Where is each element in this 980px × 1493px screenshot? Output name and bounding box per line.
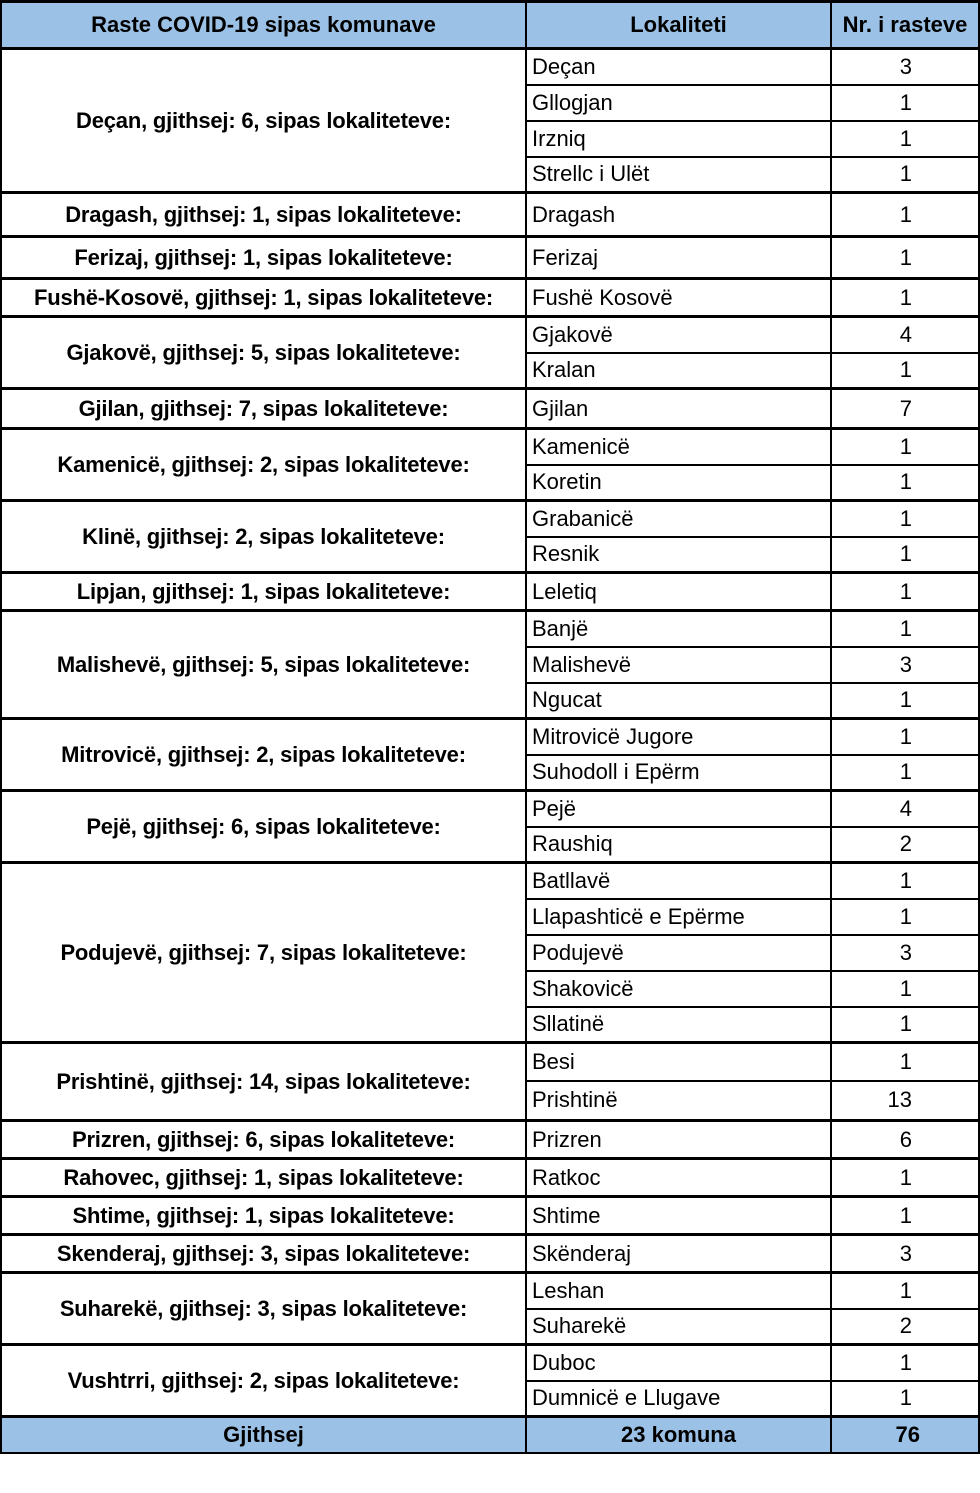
locality-cell: Dumnicë e Llugave	[526, 1381, 831, 1417]
locality-cell: Gjakovë	[526, 317, 831, 353]
locality-cell: Ngucat	[526, 683, 831, 719]
municipality-cell: Dragash, gjithsej: 1, sipas lokaliteteve:	[1, 193, 526, 237]
locality-cell: Leshan	[526, 1273, 831, 1309]
locality-cell: Sllatinë	[526, 1007, 831, 1043]
table-row	[1, 1043, 979, 1081]
cases-cell: 1	[831, 353, 979, 389]
cases-cell: 1	[831, 683, 979, 719]
locality-cell: Duboc	[526, 1345, 831, 1381]
cases-cell: 1	[831, 1043, 979, 1081]
locality-cell: Besi	[526, 1043, 831, 1081]
table-row	[1, 611, 979, 647]
locality-cell: Raushiq	[526, 827, 831, 863]
locality-cell: Leletiq	[526, 573, 831, 611]
locality-cell: Prizren	[526, 1121, 831, 1159]
municipality-cell: Gjakovë, gjithsej: 5, sipas lokaliteteve:	[1, 317, 526, 389]
locality-cell: Strellc i Ulët	[526, 157, 831, 193]
locality-cell: Fushë Kosovë	[526, 279, 831, 317]
table-row	[1, 279, 979, 317]
cases-cell: 4	[831, 791, 979, 827]
table-row	[1, 1159, 979, 1197]
municipality-cell: Suharekë, gjithsej: 3, sipas lokaliteteve:	[1, 1273, 526, 1345]
header-locality: Lokaliteti	[526, 2, 831, 49]
locality-cell: Kamenicë	[526, 429, 831, 465]
cases-cell: 1	[831, 611, 979, 647]
total-row	[1, 1417, 979, 1454]
municipality-cell: Rahovec, gjithsej: 1, sipas lokaliteteve:	[1, 1159, 526, 1197]
table-row	[1, 573, 979, 611]
locality-cell: Skënderaj	[526, 1235, 831, 1273]
municipality-cell: Kamenicë, gjithsej: 2, sipas lokaliteteve:	[1, 429, 526, 501]
cases-cell: 1	[831, 121, 979, 157]
table-row	[1, 1273, 979, 1309]
municipality-cell: Prizren, gjithsej: 6, sipas lokaliteteve:	[1, 1121, 526, 1159]
municipality-cell: Shtime, gjithsej: 1, sipas lokaliteteve:	[1, 1197, 526, 1235]
cases-cell: 1	[831, 1159, 979, 1197]
cases-cell: 1	[831, 971, 979, 1007]
municipality-cell: Mitrovicë, gjithsej: 2, sipas lokaliteteve:	[1, 719, 526, 791]
locality-cell: Irzniq	[526, 121, 831, 157]
table-row	[1, 863, 979, 899]
locality-cell: Gjilan	[526, 389, 831, 429]
locality-cell: Grabanicë	[526, 501, 831, 537]
table-body	[1, 49, 979, 1417]
cases-cell: 1	[831, 1345, 979, 1381]
municipality-cell: Podujevë, gjithsej: 7, sipas lokaliteteve:	[1, 863, 526, 1043]
cases-cell: 6	[831, 1121, 979, 1159]
municipality-cell: Ferizaj, gjithsej: 1, sipas lokaliteteve:	[1, 237, 526, 279]
cases-cell: 3	[831, 935, 979, 971]
table-row	[1, 429, 979, 465]
municipality-cell: Prishtinë, gjithsej: 14, sipas lokaliteteve:	[1, 1043, 526, 1121]
cases-cell: 4	[831, 317, 979, 353]
cases-cell: 3	[831, 1235, 979, 1273]
table-row	[1, 49, 979, 85]
cases-cell: 1	[831, 899, 979, 935]
municipality-cell: Deçan, gjithsej: 6, sipas lokaliteteve:	[1, 49, 526, 193]
cases-cell: 13	[831, 1081, 979, 1121]
total-label: Gjithsej	[1, 1417, 526, 1454]
cases-cell: 3	[831, 49, 979, 85]
cases-cell: 1	[831, 157, 979, 193]
locality-cell: Podujevë	[526, 935, 831, 971]
cases-cell: 1	[831, 1197, 979, 1235]
header-row	[1, 2, 979, 49]
table-row	[1, 719, 979, 755]
cases-cell: 2	[831, 1309, 979, 1345]
municipality-cell: Lipjan, gjithsej: 1, sipas lokaliteteve:	[1, 573, 526, 611]
locality-cell: Ferizaj	[526, 237, 831, 279]
locality-cell: Malishevë	[526, 647, 831, 683]
cases-cell: 1	[831, 719, 979, 755]
table-row	[1, 237, 979, 279]
locality-cell: Shakovicë	[526, 971, 831, 1007]
municipality-cell: Gjilan, gjithsej: 7, sipas lokaliteteve:	[1, 389, 526, 429]
municipality-cell: Fushë-Kosovë, gjithsej: 1, sipas lokaliteteve:	[1, 279, 526, 317]
table-row	[1, 1121, 979, 1159]
locality-cell: Deçan	[526, 49, 831, 85]
locality-cell: Suhodoll i Epërm	[526, 755, 831, 791]
cases-cell: 1	[831, 237, 979, 279]
cases-cell: 1	[831, 1273, 979, 1309]
table-row	[1, 1235, 979, 1273]
locality-cell: Suharekë	[526, 1309, 831, 1345]
table-row	[1, 1197, 979, 1235]
cases-cell: 1	[831, 279, 979, 317]
municipality-cell: Skenderaj, gjithsej: 3, sipas lokaliteteve:	[1, 1235, 526, 1273]
table-row	[1, 791, 979, 827]
cases-cell: 1	[831, 573, 979, 611]
locality-cell: Banjë	[526, 611, 831, 647]
locality-cell: Prishtinë	[526, 1081, 831, 1121]
cases-cell: 1	[831, 193, 979, 237]
locality-cell: Resnik	[526, 537, 831, 573]
cases-cell: 7	[831, 389, 979, 429]
locality-cell: Ratkoc	[526, 1159, 831, 1197]
locality-cell: Llapashticë e Epërme	[526, 899, 831, 935]
locality-cell: Kralan	[526, 353, 831, 389]
cases-cell: 1	[831, 1007, 979, 1043]
table-row	[1, 501, 979, 537]
locality-cell: Shtime	[526, 1197, 831, 1235]
header-municipality: Raste COVID-19 sipas komunave	[1, 2, 526, 49]
locality-cell: Pejë	[526, 791, 831, 827]
cases-cell: 1	[831, 429, 979, 465]
cases-cell: 1	[831, 465, 979, 501]
locality-cell: Batllavë	[526, 863, 831, 899]
table-row	[1, 1345, 979, 1381]
municipality-cell: Klinë, gjithsej: 2, sipas lokaliteteve:	[1, 501, 526, 573]
total-cases: 76	[831, 1417, 979, 1454]
locality-cell: Mitrovicë Jugore	[526, 719, 831, 755]
table-row	[1, 389, 979, 429]
table-row	[1, 317, 979, 353]
locality-cell: Koretin	[526, 465, 831, 501]
header-cases: Nr. i rasteve	[831, 2, 979, 49]
locality-cell: Gllogjan	[526, 85, 831, 121]
cases-cell: 2	[831, 827, 979, 863]
cases-cell: 1	[831, 501, 979, 537]
total-municipalities: 23 komuna	[526, 1417, 831, 1454]
municipality-cell: Pejë, gjithsej: 6, sipas lokaliteteve:	[1, 791, 526, 863]
locality-cell: Dragash	[526, 193, 831, 237]
cases-cell: 1	[831, 85, 979, 121]
municipality-cell: Malishevë, gjithsej: 5, sipas lokaliteteve:	[1, 611, 526, 719]
cases-cell: 1	[831, 863, 979, 899]
table-row	[1, 193, 979, 237]
cases-cell: 1	[831, 537, 979, 573]
cases-cell: 1	[831, 1381, 979, 1417]
cases-cell: 1	[831, 755, 979, 791]
cases-cell: 3	[831, 647, 979, 683]
municipality-cell: Vushtrri, gjithsej: 2, sipas lokaliteteve:	[1, 1345, 526, 1417]
